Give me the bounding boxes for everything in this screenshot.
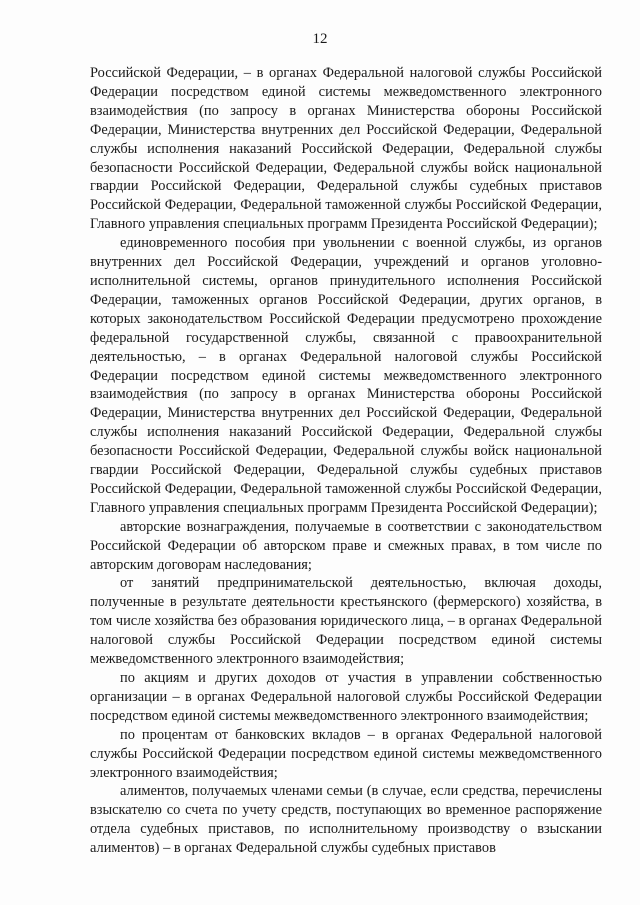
document-body <box>90 64 602 858</box>
paragraph-bank-interest: по процентам от банковских вкладов – в органах Федеральной налоговой службы Российской Федерации посредством единой системы межведомственного электронного взаимодействия; <box>90 726 602 781</box>
paragraph-entrepreneurial-income: от занятий предпринимательской деятельностью, включая доходы, полученные в результате деятельности крестьянского (фермерского) хозяйства, в том числе хозяйства без образования юридического лица, – в органах Федеральной налоговой службы Российской Федерации посредством единой системы межведомственного электронного взаимодействия; <box>90 575 602 668</box>
page-number: 12 <box>312 31 328 47</box>
paragraph-continuation: Российской Федерации, – в органах Федеральной налоговой службы Российской Федерации посредством единой системы межведомственного электронного взаимодействия (по запросу в органах Министерства обороны Российской Федерации, Министерства внутренних дел Российской Федерации, Федеральной службы исполнения наказаний Российской Федерации, Федеральной службы безопасности Российской Федерации, Федеральной службы войск национальной гвардии Российской Федерации, Федеральной службы судебных приставов Российской Федерации, Федеральной таможенной службы Российской Федерации, Главного управления специальных программ Президента Российской Федерации); <box>90 65 602 233</box>
paragraph-share-income: по акциям и других доходов от участия в управлении собственностью организации – в органах Федеральной налоговой службы Российской Федерации посредством единой системы межведомственного электронного взаимодействия; <box>90 670 602 724</box>
paragraph-lump-sum-allowance: единовременного пособия при увольнении с военной службы, из органов внутренних дел Российской Федерации, учреждений и органов уголовно-исполнительной системы, органов принудительного исполнения Российской Федерации, таможенных органов Российской Федерации, других органов, в которых законодательством Российской Федерации предусмотрено прохождение федеральной государственной службы, связанной с правоохранительной деятельностью, – в органах Федеральной налоговой службы Российской Федерации посредством единой системы межведомственного электронного взаимодействия (по запросу в органах Министерства обороны Российской Федерации, Министерства внутренних дел Российской Федерации, Федеральной службы исполнения наказаний Российской Федерации, Федеральной службы безопасности Российской Федерации, Федеральной службы войск национальной гвардии Российской Федерации, Федеральной службы судебных приставов Российской Федерации, Федеральной таможенной службы Российской Федерации, Главного управления специальных программ Президента Российской Федерации); <box>90 235 602 516</box>
paragraph-author-royalties: авторские вознаграждения, получаемые в соответствии с законодательством Российской Федерации об авторском праве и смежных правах, в том числе по авторским договорам наследования; <box>90 518 602 573</box>
paragraph-alimony: алиментов, получаемых членами семьи (в случае, если средства, перечислены взыскателю со счета по учету средств, поступающих во временное распоряжение отдела судебных приставов, по исполнительному производству о взыскании алиментов) – в органах Федеральной службы судебных приставов <box>90 783 602 857</box>
